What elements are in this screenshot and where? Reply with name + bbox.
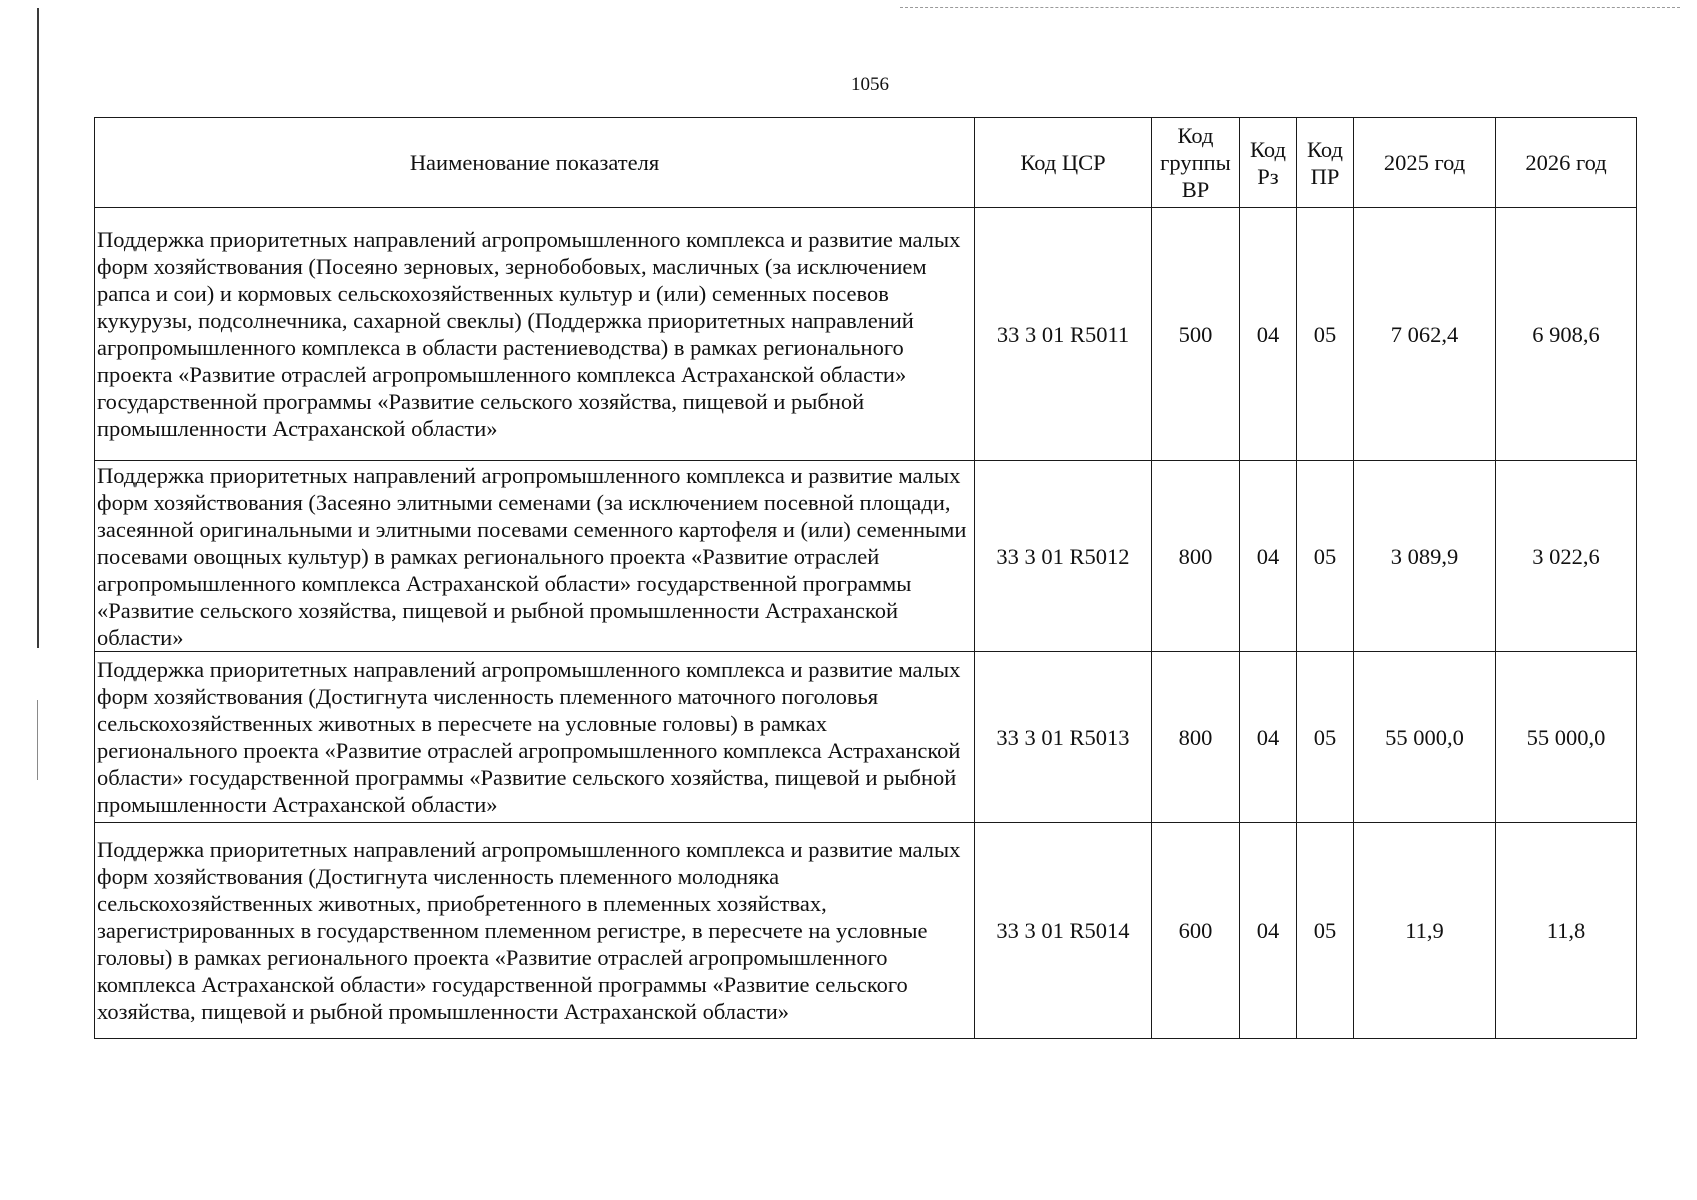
indicator-name-cell: Поддержка приоритетных направлений агропромышленного комплекса и развитие малых форм хозяйствования (Достигнута численность племенного молодняка сельскохозяйственных животных, приобретенного в племенных хозяйствах, зарегистрированных в государственном племенном регистре, в пересчете на условные головы) в рамках регионального проекта «Развитие отраслей агропромышленного комплекса Астраханской области» государственной программы «Развитие сельского хозяйства, пищевой и рыбной промышленности Астраханской области» bbox=[95, 823, 975, 1039]
table-row bbox=[95, 208, 1637, 461]
left-margin-mark bbox=[37, 700, 38, 780]
csr-code-cell: 33 3 01 R5012 bbox=[975, 461, 1152, 652]
header-pr-code: Код ПР bbox=[1297, 118, 1354, 208]
vr-code-cell: 600 bbox=[1152, 823, 1240, 1039]
budget-table bbox=[94, 117, 1637, 1039]
csr-code-cell: 33 3 01 R5011 bbox=[975, 208, 1152, 461]
amount-2025-cell: 55 000,0 bbox=[1354, 652, 1496, 823]
budget-table-container bbox=[94, 117, 1636, 1039]
rz-code-cell: 04 bbox=[1240, 208, 1297, 461]
csr-code-cell: 33 3 01 R5014 bbox=[975, 823, 1152, 1039]
vr-code-cell: 800 bbox=[1152, 461, 1240, 652]
scan-artifact-line bbox=[900, 7, 1680, 8]
amount-2026-cell: 3 022,6 bbox=[1496, 461, 1637, 652]
table-row bbox=[95, 652, 1637, 823]
header-year-2026: 2026 год bbox=[1496, 118, 1637, 208]
pr-code-cell: 05 bbox=[1297, 823, 1354, 1039]
header-rz-code: Код Рз bbox=[1240, 118, 1297, 208]
amount-2025-cell: 3 089,9 bbox=[1354, 461, 1496, 652]
amount-2026-cell: 6 908,6 bbox=[1496, 208, 1637, 461]
amount-2026-cell: 55 000,0 bbox=[1496, 652, 1637, 823]
pr-code-cell: 05 bbox=[1297, 208, 1354, 461]
rz-code-cell: 04 bbox=[1240, 461, 1297, 652]
amount-2025-cell: 11,9 bbox=[1354, 823, 1496, 1039]
header-year-2025: 2025 год bbox=[1354, 118, 1496, 208]
vr-code-cell: 500 bbox=[1152, 208, 1240, 461]
pr-code-cell: 05 bbox=[1297, 461, 1354, 652]
header-vr-group-code: Код группы ВР bbox=[1152, 118, 1240, 208]
indicator-name-cell: Поддержка приоритетных направлений агропромышленного комплекса и развитие малых форм хозяйствования (Достигнута численность племенного маточного поголовья сельскохозяйственных животных в пересчете на условные головы) в рамках регионального проекта «Развитие отраслей агропромышленного комплекса Астраханской области» государственной программы «Развитие сельского хозяйства, пищевой и рыбной промышленности Астраханской области» bbox=[95, 652, 975, 823]
vr-code-cell: 800 bbox=[1152, 652, 1240, 823]
rz-code-cell: 04 bbox=[1240, 823, 1297, 1039]
page-number: 1056 bbox=[851, 74, 889, 95]
header-csr-code: Код ЦСР bbox=[975, 118, 1152, 208]
amount-2025-cell: 7 062,4 bbox=[1354, 208, 1496, 461]
csr-code-cell: 33 3 01 R5013 bbox=[975, 652, 1152, 823]
table-header-row bbox=[95, 118, 1637, 208]
table-row bbox=[95, 461, 1637, 652]
left-margin-line bbox=[37, 8, 39, 648]
amount-2026-cell: 11,8 bbox=[1496, 823, 1637, 1039]
pr-code-cell: 05 bbox=[1297, 652, 1354, 823]
indicator-name-cell: Поддержка приоритетных направлений агропромышленного комплекса и развитие малых форм хозяйствования (Засеяно элитными семенами (за исключением посевной площади, засеянной оригинальными и элитными посевами семенного картофеля и (или) семенными посевами овощных культур) в рамках регионального проекта «Развитие отраслей агропромышленного комплекса Астраханской области» государственной программы «Развитие сельского хозяйства, пищевой и рыбной промышленности Астраханской области» bbox=[95, 461, 975, 652]
indicator-name-cell: Поддержка приоритетных направлений агропромышленного комплекса и развитие малых форм хозяйствования (Посеяно зерновых, зернобобовых, масличных (за исключением рапса и сои) и кормовых сельскохозяйственных культур и (или) семенных посевов кукурузы, подсолнечника, сахарной свеклы) (Поддержка приоритетных направлений агропромышленного комплекса в области растениеводства) в рамках регионального проекта «Развитие отраслей агропромышленного комплекса Астраханской области» государственной программы «Развитие сельского хозяйства, пищевой и рыбной промышленности Астраханской области» bbox=[95, 208, 975, 461]
table-row bbox=[95, 823, 1637, 1039]
header-name: Наименование показателя bbox=[95, 118, 975, 208]
rz-code-cell: 04 bbox=[1240, 652, 1297, 823]
